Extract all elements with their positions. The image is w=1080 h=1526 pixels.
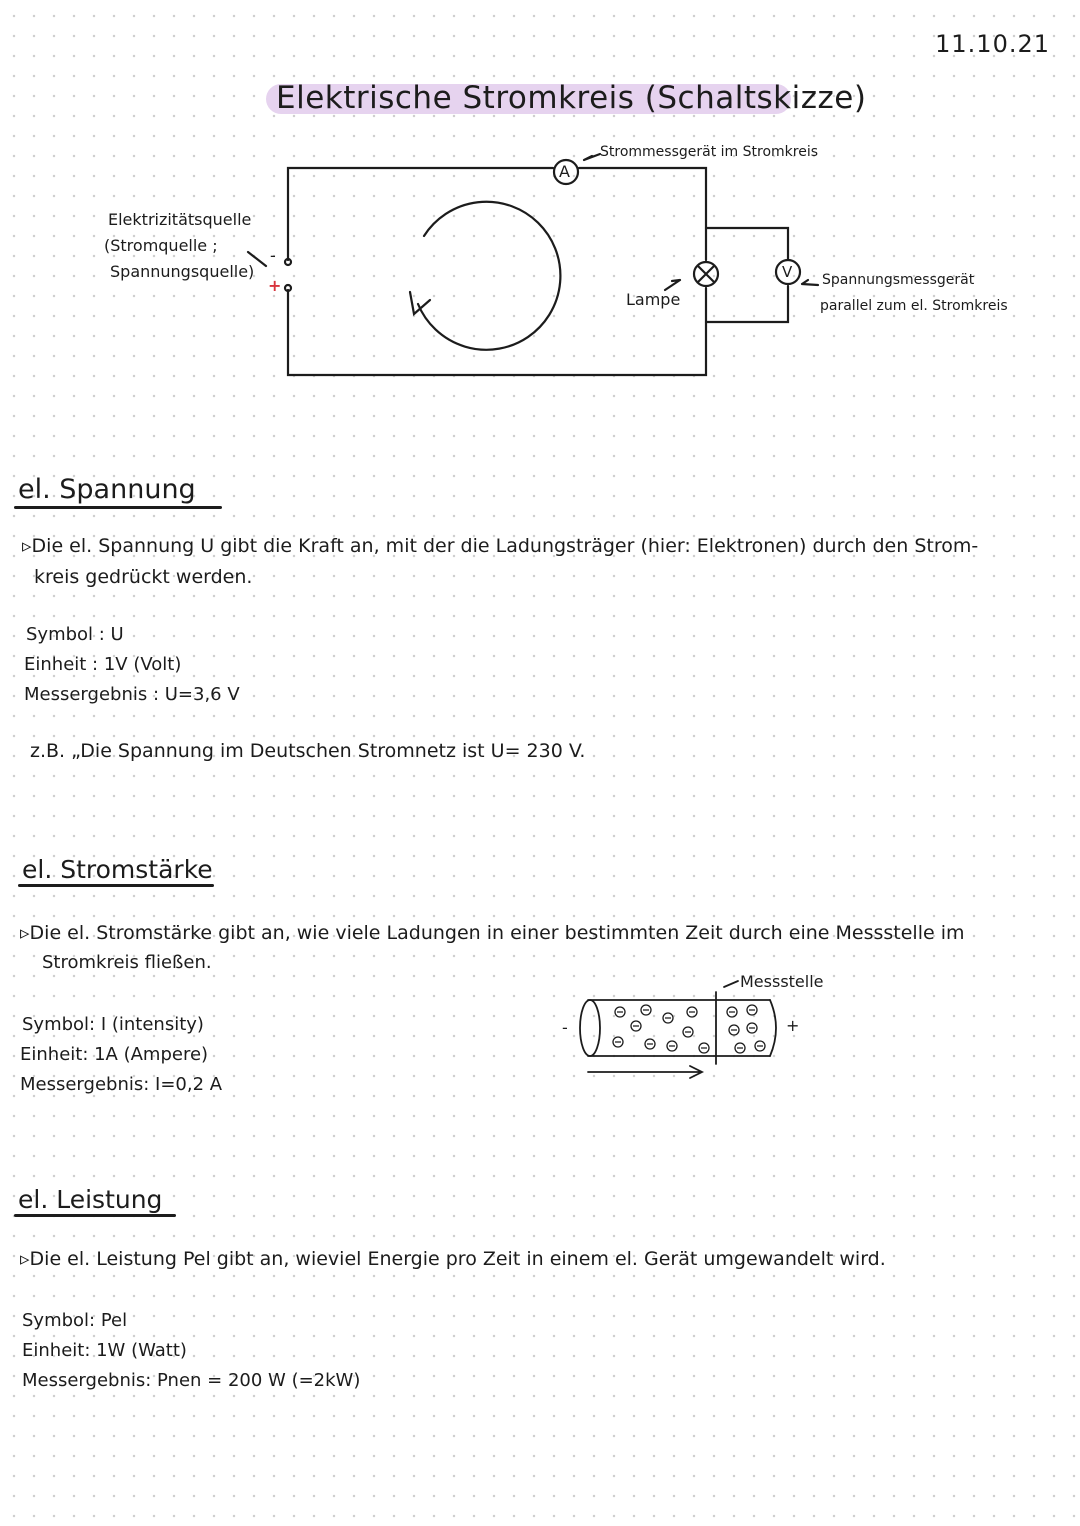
source-plus-sign: + — [268, 276, 282, 295]
stromstaerke-symbol: Symbol: I (intensity) — [22, 1014, 204, 1035]
spannung-description-line1: ▹Die el. Spannung U gibt die Kraft an, mit der die Ladungsträger (hier: Elektronen) durch den Strom- — [22, 535, 979, 557]
leistung-result: Messergebnis: Pnen = 200 W (=2kW) — [22, 1370, 361, 1391]
leistung-description: ▹Die el. Leistung Pel gibt an, wieviel Energie pro Zeit in einem el. Gerät umgewandelt wird. — [20, 1248, 886, 1270]
leistung-symbol: Symbol: Pel — [22, 1310, 128, 1331]
measure-point-label: Messstelle — [740, 972, 824, 991]
heading-underline — [14, 1214, 176, 1217]
ammeter-label: Strommessgerät im Stromkreis — [600, 144, 818, 160]
stromstaerke-description-line2: Stromkreis fließen. — [42, 952, 212, 973]
spannung-unit: Einheit : 1V (Volt) — [24, 654, 182, 675]
source-label-line3: Spannungsquelle) — [110, 262, 255, 281]
source-label-line1: Elektrizitätsquelle — [108, 210, 252, 229]
page-title: Elektrische Stromkreis (Schaltskizze) — [276, 80, 867, 116]
section-heading-spannung: el. Spannung — [18, 474, 196, 505]
stromstaerke-description-line1: ▹Die el. Stromstärke gibt an, wie viele Ladungen in einer bestimmten Zeit durch eine Messstelle im — [20, 922, 965, 944]
spannung-example: z.B. „Die Spannung im Deutschen Stromnetz ist U= 230 V. — [30, 740, 586, 762]
voltmeter-label-line1: Spannungsmessgerät — [822, 272, 975, 288]
lamp-label: Lampe — [626, 290, 681, 309]
section-heading-leistung: el. Leistung — [18, 1185, 163, 1214]
stromstaerke-result: Messergebnis: I=0,2 A — [20, 1074, 223, 1095]
spannung-symbol: Symbol : U — [26, 624, 124, 645]
conductor-plus-sign: + — [786, 1016, 800, 1035]
source-label-line2: (Stromquelle ; — [104, 236, 218, 255]
flow-direction-arrow — [588, 1066, 702, 1078]
voltmeter-label-line2: parallel zum el. Stromkreis — [820, 298, 1008, 314]
conductor-minus-sign: - — [562, 1018, 568, 1037]
leistung-unit: Einheit: 1W (Watt) — [22, 1340, 187, 1361]
section-heading-stromstaerke: el. Stromstärke — [22, 855, 213, 884]
stromstaerke-unit: Einheit: 1A (Ampere) — [20, 1044, 209, 1065]
voltmeter-letter: V — [782, 263, 793, 281]
source-minus-sign: - — [270, 246, 276, 265]
ammeter-letter: A — [559, 162, 570, 181]
conductor-left-end — [580, 1000, 600, 1056]
date: 11.10.21 — [935, 30, 1050, 58]
spannung-description-line2: kreis gedrückt werden. — [34, 566, 253, 588]
spannung-result: Messergebnis : U=3,6 V — [24, 684, 240, 705]
